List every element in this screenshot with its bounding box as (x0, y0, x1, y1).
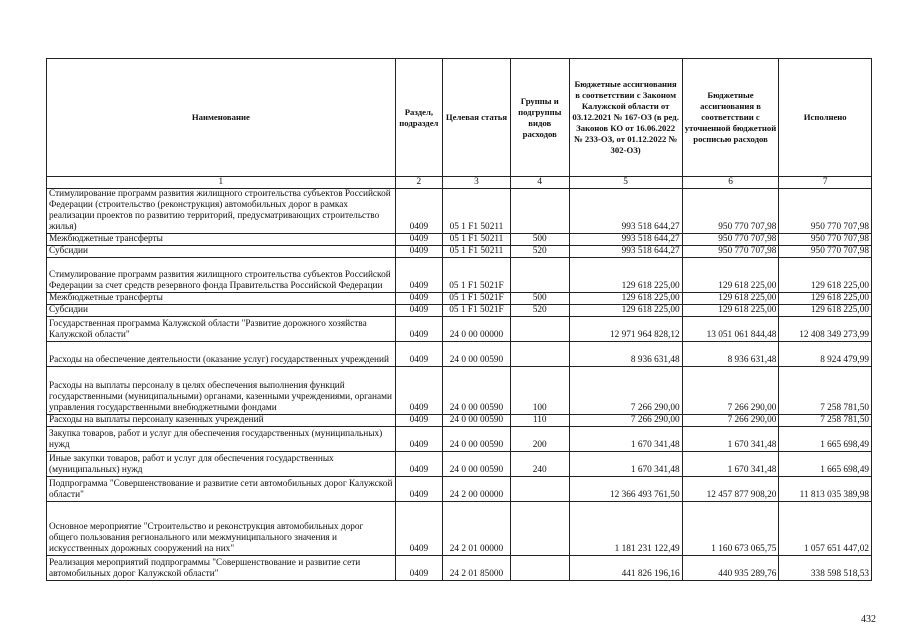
row-executed: 11 813 035 389,98 (779, 477, 872, 502)
page-number: 432 (861, 614, 876, 625)
row-name: Стимулирование программ развития жилищного строительства субъектов Российской Федерации за счет средств резервного фонда Правительства Российской Федерации (47, 258, 396, 293)
row-budget-refined: 129 618 225,00 (682, 293, 779, 305)
row-target: 24 2 01 85000 (443, 556, 511, 581)
header-target: Целевая статья (443, 59, 511, 177)
row-target: 05 1 F1 50211 (443, 246, 511, 258)
table-row (47, 452, 872, 477)
row-section: 0409 (395, 342, 442, 367)
row-budget-refined: 12 457 877 908,20 (682, 477, 779, 502)
row-target: 24 2 00 00000 (443, 477, 511, 502)
row-budget-refined: 1 160 673 065,75 (682, 502, 779, 556)
row-name: Расходы на выплаты персоналу казенных учреждений (47, 415, 396, 427)
table-row (47, 477, 872, 502)
row-group: 100 (510, 367, 569, 415)
row-name: Иные закупки товаров, работ и услуг для обеспечения государственных (муниципальных) нужд (47, 452, 396, 477)
row-section: 0409 (395, 556, 442, 581)
row-group: 200 (510, 427, 569, 452)
row-name: Межбюджетные трансферты (47, 293, 396, 305)
row-executed: 129 618 225,00 (779, 293, 872, 305)
row-group: 500 (510, 293, 569, 305)
column-number: 7 (779, 177, 872, 189)
row-budget-refined: 950 770 707,98 (682, 246, 779, 258)
row-target: 24 0 00 00590 (443, 452, 511, 477)
row-executed: 950 770 707,98 (779, 234, 872, 246)
row-name: Основное мероприятие "Строительство и реконструкция автомобильных дорог общего пользования регионального или межмуниципального значения и искусственных дорожных сооружений на них" (47, 502, 396, 556)
row-name: Закупка товаров, работ и услуг для обеспечения государственных (муниципальных) нужд (47, 427, 396, 452)
row-group: 110 (510, 415, 569, 427)
row-budget-law: 1 181 231 122,49 (569, 502, 682, 556)
row-budget-refined: 8 936 631,48 (682, 342, 779, 367)
row-target: 24 0 00 00590 (443, 415, 511, 427)
table-row (47, 502, 872, 556)
row-budget-law: 129 618 225,00 (569, 293, 682, 305)
header-executed: Исполнено (779, 59, 872, 177)
row-budget-refined: 13 051 061 844,48 (682, 317, 779, 342)
row-target: 24 2 01 00000 (443, 502, 511, 556)
row-group (510, 317, 569, 342)
row-executed: 7 258 781,50 (779, 415, 872, 427)
table-row (47, 342, 872, 367)
row-budget-refined: 7 266 290,00 (682, 367, 779, 415)
row-executed: 1 665 698,49 (779, 452, 872, 477)
row-group: 500 (510, 234, 569, 246)
row-target: 05 1 F1 5021F (443, 258, 511, 293)
row-budget-refined: 950 770 707,98 (682, 234, 779, 246)
row-budget-law: 129 618 225,00 (569, 305, 682, 317)
row-section: 0409 (395, 258, 442, 293)
row-executed: 12 408 349 273,99 (779, 317, 872, 342)
table-row (47, 415, 872, 427)
row-target: 24 0 00 00000 (443, 317, 511, 342)
row-executed: 338 598 518,53 (779, 556, 872, 581)
row-target: 24 0 00 00590 (443, 427, 511, 452)
row-name: Подпрограмма "Совершенствование и развитие сети автомобильных дорог Калужской области" (47, 477, 396, 502)
row-executed: 7 258 781,50 (779, 367, 872, 415)
header-name: Наименование (47, 59, 396, 177)
row-group (510, 342, 569, 367)
row-budget-refined: 1 670 341,48 (682, 452, 779, 477)
row-budget-law: 993 518 644,27 (569, 189, 682, 234)
row-executed: 8 924 479,99 (779, 342, 872, 367)
row-section: 0409 (395, 293, 442, 305)
column-number: 4 (510, 177, 569, 189)
row-budget-law: 441 826 196,16 (569, 556, 682, 581)
row-budget-law: 993 518 644,27 (569, 246, 682, 258)
row-section: 0409 (395, 246, 442, 258)
row-budget-law: 1 670 341,48 (569, 427, 682, 452)
row-budget-law: 1 670 341,48 (569, 452, 682, 477)
row-section: 0409 (395, 367, 442, 415)
row-budget-law: 12 971 964 828,12 (569, 317, 682, 342)
column-number: 3 (443, 177, 511, 189)
row-budget-law: 7 266 290,00 (569, 367, 682, 415)
table-row (47, 317, 872, 342)
column-number: 1 (47, 177, 396, 189)
row-group (510, 477, 569, 502)
row-name: Субсидии (47, 246, 396, 258)
header-row (47, 59, 872, 177)
column-number-row (47, 177, 872, 189)
row-group: 520 (510, 305, 569, 317)
table-row (47, 258, 872, 293)
row-name: Реализация мероприятий подпрограммы "Совершенствование и развитие сети автомобильных дорог Калужской области" (47, 556, 396, 581)
header-section: Раздел, подраздел (395, 59, 442, 177)
row-target: 24 0 00 00590 (443, 342, 511, 367)
table-row (47, 246, 872, 258)
row-budget-law: 12 366 493 761,50 (569, 477, 682, 502)
row-target: 05 1 F1 50211 (443, 234, 511, 246)
row-name: Расходы на обеспечение деятельности (оказание услуг) государственных учреждений (47, 342, 396, 367)
row-budget-refined: 1 670 341,48 (682, 427, 779, 452)
row-section: 0409 (395, 305, 442, 317)
row-group (510, 258, 569, 293)
row-section: 0409 (395, 427, 442, 452)
row-section: 0409 (395, 189, 442, 234)
row-section: 0409 (395, 234, 442, 246)
row-budget-law: 993 518 644,27 (569, 234, 682, 246)
row-budget-law: 8 936 631,48 (569, 342, 682, 367)
table-row (47, 305, 872, 317)
row-budget-refined: 129 618 225,00 (682, 305, 779, 317)
row-budget-refined: 950 770 707,98 (682, 189, 779, 234)
header-budget-law: Бюджетные ассигнования в соответствии с Законом Калужской области от 03.12.2021 № 167-ОЗ (в ред. Законов КО от 16.06.2022 № 233-ОЗ, от 01.12.2022 № 302-ОЗ) (569, 59, 682, 177)
row-group: 240 (510, 452, 569, 477)
row-budget-law: 129 618 225,00 (569, 258, 682, 293)
table-row (47, 427, 872, 452)
row-budget-refined: 7 266 290,00 (682, 415, 779, 427)
row-name: Стимулирование программ развития жилищного строительства субъектов Российской Федерации (строительство (реконструкция) автомобильных дорог в рамках реализации проектов по развитию территорий, предусматривающих строительство жилья) (47, 189, 396, 234)
row-name: Расходы на выплаты персоналу в целях обеспечения выполнения функций государственными (муниципальными) органами, казенными учреждениями, органами управления государственными внебюджетными фондами (47, 367, 396, 415)
row-section: 0409 (395, 317, 442, 342)
table-row (47, 367, 872, 415)
row-section: 0409 (395, 415, 442, 427)
row-name: Межбюджетные трансферты (47, 234, 396, 246)
row-group (510, 502, 569, 556)
row-section: 0409 (395, 477, 442, 502)
row-target: 05 1 F1 5021F (443, 305, 511, 317)
table-row (47, 556, 872, 581)
row-name: Государственная программа Калужской области "Развитие дорожного хозяйства Калужской области" (47, 317, 396, 342)
row-budget-refined: 129 618 225,00 (682, 258, 779, 293)
row-section: 0409 (395, 502, 442, 556)
column-number: 5 (569, 177, 682, 189)
row-executed: 950 770 707,98 (779, 189, 872, 234)
row-executed: 129 618 225,00 (779, 305, 872, 317)
row-name: Субсидии (47, 305, 396, 317)
header-budget-refined: Бюджетные ассигнования в соответствии с уточненной бюджетной росписью расходов (682, 59, 779, 177)
row-section: 0409 (395, 452, 442, 477)
row-executed: 129 618 225,00 (779, 258, 872, 293)
header-groups: Группы и подгруппы видов расходов (510, 59, 569, 177)
row-target: 05 1 F1 50211 (443, 189, 511, 234)
row-executed: 1 665 698,49 (779, 427, 872, 452)
table-row (47, 234, 872, 246)
row-target: 24 0 00 00590 (443, 367, 511, 415)
row-executed: 950 770 707,98 (779, 246, 872, 258)
row-target: 05 1 F1 5021F (443, 293, 511, 305)
table-row (47, 293, 872, 305)
row-group: 520 (510, 246, 569, 258)
column-number: 2 (395, 177, 442, 189)
row-budget-law: 7 266 290,00 (569, 415, 682, 427)
table-row (47, 189, 872, 234)
row-group (510, 556, 569, 581)
budget-table (46, 58, 872, 581)
row-executed: 1 057 651 447,02 (779, 502, 872, 556)
row-budget-refined: 440 935 289,76 (682, 556, 779, 581)
row-group (510, 189, 569, 234)
column-number: 6 (682, 177, 779, 189)
